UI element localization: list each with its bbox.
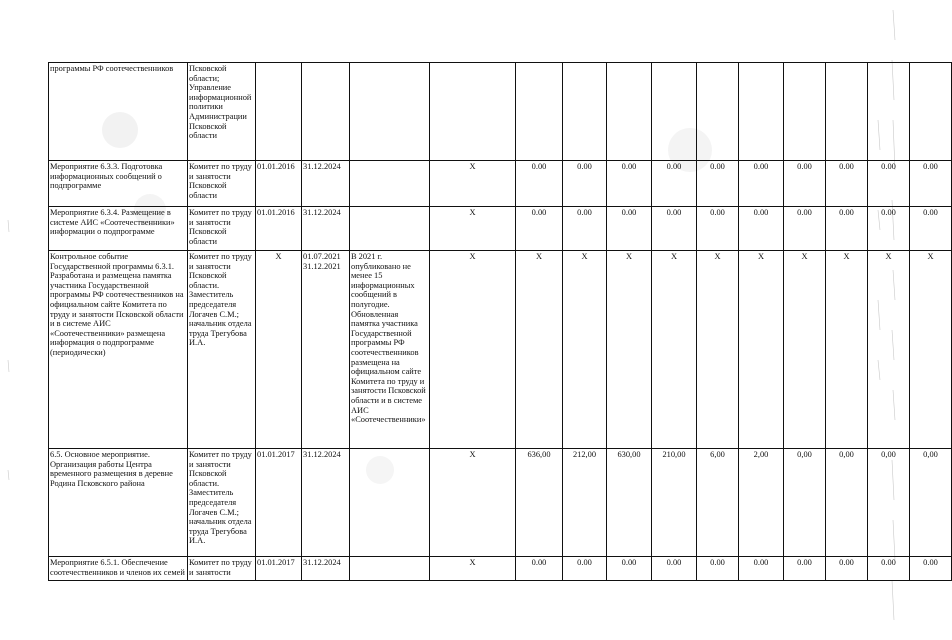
cell-value: 0.00: [607, 161, 652, 207]
cell-value: 0.00: [868, 161, 910, 207]
cell-value: 0.00: [784, 161, 826, 207]
cell-value: 0.00: [739, 557, 784, 581]
table-row: [49, 63, 952, 161]
cell-x: Х: [430, 449, 516, 557]
cell-value: 0.00: [563, 161, 607, 207]
cell-value: Х: [516, 251, 563, 449]
cell-responsible: Комитет по труду и занятости Псковской области. Заместитель председателя Логачев С.М.; начальник отдела труда Трегубова И.А.: [188, 449, 256, 557]
cell-value: 0.00: [910, 557, 952, 581]
cell-name: Мероприятие 6.3.3. Подготовка информационных сообщений о подпрограмме: [49, 161, 188, 207]
cell-value: 2,00: [739, 449, 784, 557]
cell-value: 0.00: [739, 207, 784, 251]
cell-value: [516, 63, 563, 161]
cell-value: Х: [652, 251, 697, 449]
cell-end: 31.12.2024: [302, 207, 350, 251]
cell-name: Мероприятие 6.3.4. Размещение в системе АИС «Соотечественники» информации о подпрограмме: [49, 207, 188, 251]
cell-start: 01.01.2017: [256, 449, 302, 557]
cell-value: 0.00: [607, 207, 652, 251]
cell-value: 210,00: [652, 449, 697, 557]
cell-value: Х: [697, 251, 739, 449]
cell-value: [784, 63, 826, 161]
cell-x: Х: [430, 557, 516, 581]
cell-value: [563, 63, 607, 161]
cell-value: Х: [784, 251, 826, 449]
cell-value: 0.00: [516, 557, 563, 581]
cell-value: 0.00: [697, 557, 739, 581]
cell-value: 0,00: [868, 449, 910, 557]
cell-value: 0.00: [563, 207, 607, 251]
cell-value: 0,00: [826, 449, 868, 557]
cell-value: [910, 63, 952, 161]
cell-value: 0.00: [739, 161, 784, 207]
table-row: [49, 207, 952, 251]
cell-value: [868, 63, 910, 161]
cell-end: [302, 63, 350, 161]
table-row: [49, 449, 952, 557]
cell-name: 6.5. Основное мероприятие. Организация работы Центра временного размещения в деревне Родина Псковского района: [49, 449, 188, 557]
cell-value: 0.00: [826, 207, 868, 251]
program-table: [48, 62, 952, 581]
cell-responsible: Псковской области; Управление информационной политики Администрации Псковской области: [188, 63, 256, 161]
cell-value: 0.00: [784, 557, 826, 581]
cell-event: [350, 557, 430, 581]
cell-responsible: Комитет по труду и занятости Псковской области: [188, 207, 256, 251]
cell-value: 0.00: [563, 557, 607, 581]
cell-value: [697, 63, 739, 161]
cell-value: Х: [826, 251, 868, 449]
cell-x: Х: [430, 161, 516, 207]
cell-start: 01.01.2016: [256, 161, 302, 207]
cell-value: Х: [910, 251, 952, 449]
cell-responsible: Комитет по труду и занятости: [188, 557, 256, 581]
cell-value: 0.00: [826, 557, 868, 581]
cell-value: 0.00: [868, 207, 910, 251]
cell-value: [652, 63, 697, 161]
cell-event: [350, 63, 430, 161]
cell-name: Контрольное событие Государственной программы 6.3.1. Разработана и размещена памятка участника Государственной программы РФ соотечественников на официальном сайте Комитета по труду и занятости Псковской области и в системе АИС «Соотечественники» размещена информация о подпрограмме (периодически): [49, 251, 188, 449]
cell-value: [739, 63, 784, 161]
cell-x: Х: [430, 207, 516, 251]
cell-value: 0.00: [652, 207, 697, 251]
cell-event: [350, 449, 430, 557]
cell-value: 0.00: [697, 161, 739, 207]
cell-value: 636,00: [516, 449, 563, 557]
cell-event: [350, 207, 430, 251]
cell-value: 0,00: [784, 449, 826, 557]
cell-name: программы РФ соотечественников: [49, 63, 188, 161]
cell-value: 0.00: [607, 557, 652, 581]
cell-end: 31.12.2024: [302, 557, 350, 581]
cell-value: 6,00: [697, 449, 739, 557]
cell-value: 630,00: [607, 449, 652, 557]
cell-value: [607, 63, 652, 161]
cell-value: 0.00: [868, 557, 910, 581]
cell-value: Х: [607, 251, 652, 449]
cell-value: 212,00: [563, 449, 607, 557]
cell-end: 31.12.2024: [302, 449, 350, 557]
cell-end: 01.07.2021 31.12.2021: [302, 251, 350, 449]
cell-start: 01.01.2017: [256, 557, 302, 581]
cell-value: 0.00: [652, 161, 697, 207]
cell-start: [256, 63, 302, 161]
cell-value: 0.00: [910, 207, 952, 251]
table-row: [49, 161, 952, 207]
cell-x: [430, 63, 516, 161]
cell-value: [826, 63, 868, 161]
cell-value: 0.00: [826, 161, 868, 207]
cell-x: Х: [430, 251, 516, 449]
cell-value: 0.00: [516, 161, 563, 207]
cell-value: 0.00: [516, 207, 563, 251]
cell-value: Х: [868, 251, 910, 449]
cell-value: 0,00: [910, 449, 952, 557]
cell-event: В 2021 г. опубликовано не менее 15 информационных сообщений в полугодие. Обновленная памятка участника Государственной программы РФ соотечественников размещена на официальном сайте Комитета по труду и занятости Псковской области и в системе АИС «Соотечественники»: [350, 251, 430, 449]
cell-event: [350, 161, 430, 207]
cell-name: Мероприятие 6.5.1. Обеспечение соотечественников и членов их семей: [49, 557, 188, 581]
cell-value: 0.00: [784, 207, 826, 251]
cell-value: Х: [563, 251, 607, 449]
cell-start: Х: [256, 251, 302, 449]
cell-responsible: Комитет по труду и занятости Псковской области. Заместитель председателя Логачев С.М.; начальник отдела труда Трегубова И.А.: [188, 251, 256, 449]
cell-value: Х: [739, 251, 784, 449]
cell-value: 0.00: [652, 557, 697, 581]
table-row: [49, 557, 952, 581]
cell-end: 31.12.2024: [302, 161, 350, 207]
cell-value: 0.00: [910, 161, 952, 207]
cell-responsible: Комитет по труду и занятости Псковской области: [188, 161, 256, 207]
cell-value: 0.00: [697, 207, 739, 251]
cell-start: 01.01.2016: [256, 207, 302, 251]
table-row: [49, 251, 952, 449]
